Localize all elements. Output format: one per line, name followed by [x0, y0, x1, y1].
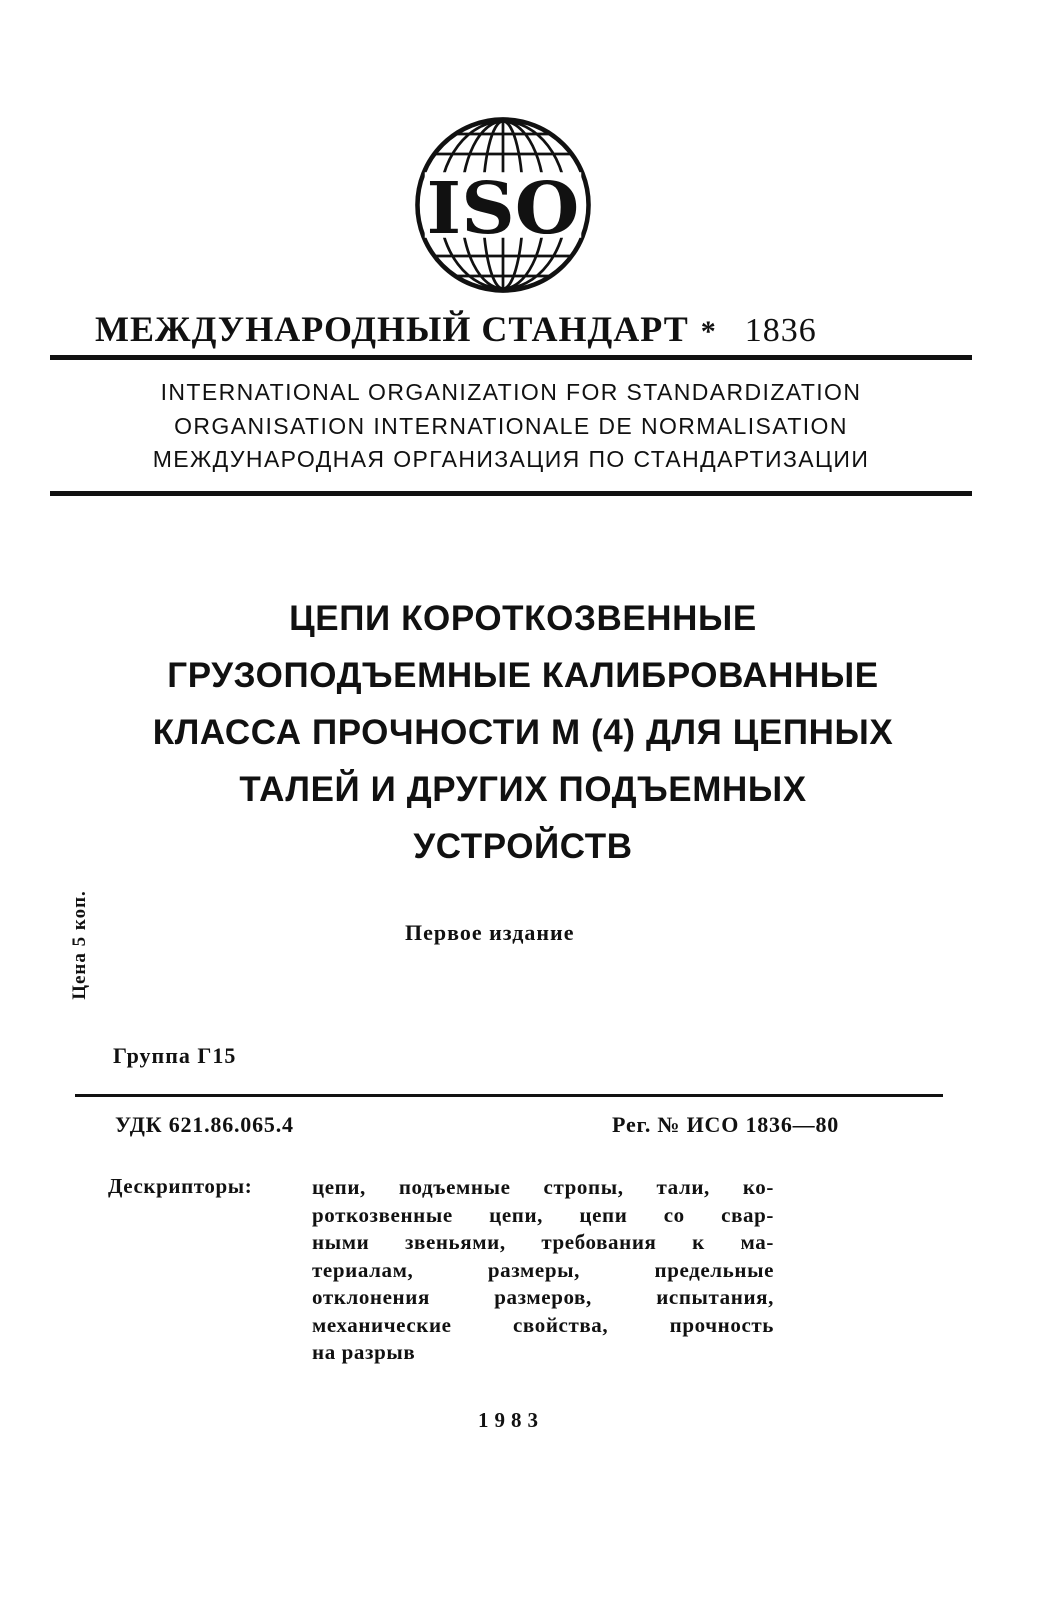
iso-logo-text: ISO: [426, 166, 580, 251]
document-title: [40, 590, 1006, 875]
title-line: УСТРОЙСТВ: [413, 827, 633, 866]
descriptors-list: [312, 1174, 774, 1367]
title-line: ТАЛЕЙ И ДРУГИХ ПОДЪЕМНЫХ: [239, 770, 807, 809]
title-line: ГРУЗОПОДЪЕМНЫЕ КАЛИБРОВАННЫЕ: [167, 656, 879, 695]
iso-logo: [412, 114, 594, 296]
title-line: КЛАССА ПРОЧНОСТИ М (4) ДЛЯ ЦЕПНЫХ: [152, 713, 894, 752]
descriptor-line: механические свойства, прочность: [312, 1312, 774, 1337]
meta-rule: [75, 1094, 943, 1097]
standard-header: [95, 304, 955, 354]
org-line-en: INTERNATIONAL ORGANIZATION FOR STANDARDIZATION: [160, 379, 862, 405]
org-line-ru: МЕЖДУНАРОДНАЯ ОРГАНИЗАЦИЯ ПО СТАНДАРТИЗАЦИИ: [152, 446, 870, 472]
descriptor-line: ными звеньями, требования к ма-: [312, 1230, 774, 1254]
standard-header-star: *: [700, 315, 717, 348]
descriptor-line: отклонения размеров, испытания,: [312, 1285, 774, 1309]
standard-number: 1836: [744, 312, 817, 349]
publication-year: 1983: [478, 1408, 544, 1432]
org-line-fr: ORGANISATION INTERNATIONALE DE NORMALISATION: [174, 413, 848, 439]
title-line: ЦЕПИ КОРОТКОЗВЕННЫЕ: [289, 599, 757, 638]
header-rule-top: [50, 355, 972, 360]
descriptor-line: на разрыв: [312, 1340, 416, 1364]
iso-globe-icon: [412, 114, 594, 296]
descriptor-line: роткозвенные цепи, цепи со свар-: [312, 1202, 774, 1227]
edition-label: Первое издание: [405, 920, 575, 945]
price-text: Цена 5 коп.: [69, 890, 90, 1000]
descriptors-label: Дескрипторы:: [108, 1174, 253, 1198]
descriptor-line: териалам, размеры, предельные: [312, 1257, 774, 1282]
udk-code: УДК 621.86.065.4: [115, 1112, 294, 1137]
registration-number: Рег. № ИСО 1836—80: [612, 1112, 840, 1137]
standard-header-title: МЕЖДУНАРОДНЫЙ СТАНДАРТ: [95, 309, 689, 349]
descriptor-line: цепи, подъемные стропы, тали, ко-: [312, 1175, 774, 1199]
group-label: Группа Г15: [113, 1043, 237, 1068]
header-rule-bottom: [50, 491, 972, 496]
